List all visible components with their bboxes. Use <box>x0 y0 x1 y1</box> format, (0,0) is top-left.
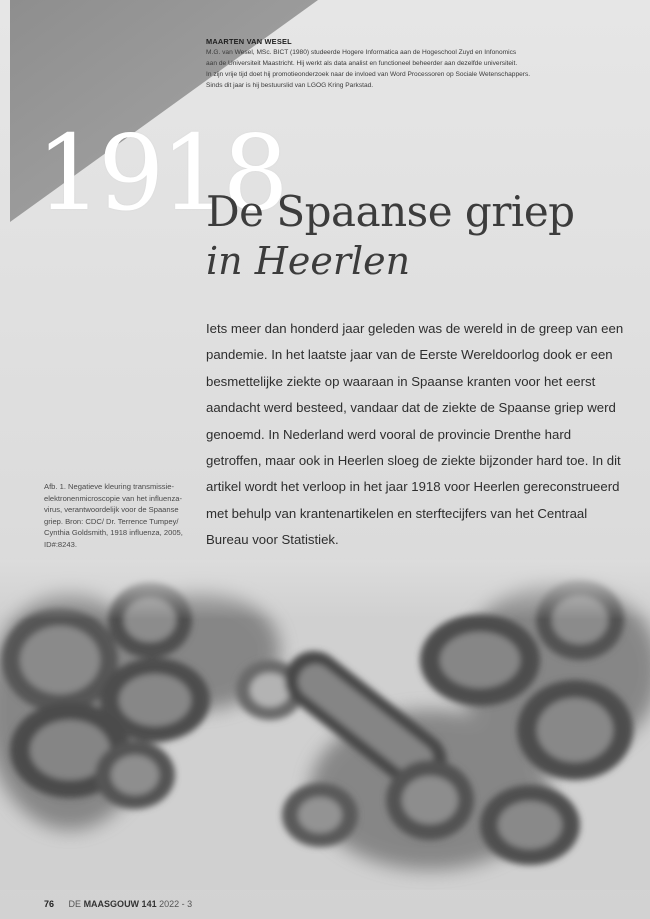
page-number: 76 <box>44 899 55 909</box>
title-line-2: in Heerlen <box>206 239 411 283</box>
author-block <box>206 36 626 91</box>
author-bio-line: Sinds dit jaar is hij bestuurslid van LGOG Kring Parkstad. <box>206 82 374 89</box>
magazine-name: MAASGOUW 141 <box>83 899 157 909</box>
author-name: MAARTEN VAN WESEL <box>206 37 292 46</box>
figure-caption: Afb. 1. Negatieve kleuring transmissie-elektronenmicroscopie van het influenza-virus, verantwoordelijk voor de Spaanse griep. Bron: CDC/ Dr. Terrence Tumpey/ Cynthia Goldsmith, 1918 influenza, 2005, ID#:8243. <box>44 482 183 549</box>
intro-paragraph: Iets meer dan honderd jaar geleden was de wereld in de greep van een pandemie. In het laatste jaar van de Eerste Wereldoorlog dook er een besmettelijke ziekte op waaraan in Spaanse kranten voor het eerst aandacht werd besteed, vandaar dat de ziekte de Spaanse griep werd genoemd. In Nederland werd vooral de provincie Drenthe hard getroffen, maar ook in Heerlen sloeg de ziekte bijzonder hard toe. In dit artikel wordt het verloop in het jaar 1918 voor Heerlen gereconstrueerd met behulp van krantenartikelen en sterftecijfers van het Centraal Bureau voor Statistiek. <box>206 321 624 548</box>
title-line-1: De Spaanse griep <box>206 187 575 236</box>
magazine-issue: 2022 - 3 <box>159 899 193 909</box>
author-bio-line: M.G. van Wesel, MSc. BICT (1980) studeerde Hogere Informatica aan de Hogeschool Zuyd en Infonomics <box>206 49 517 56</box>
author-bio-line: aan de Universiteit Maastricht. Hij werkt als data analist en functioneel beheerder aan dezelfde universiteit. <box>206 60 518 67</box>
page-footer <box>44 899 192 909</box>
article-title <box>206 186 575 284</box>
magazine-prefix: DE <box>68 899 82 909</box>
year-heading: 1918 <box>36 112 285 234</box>
influenza-virus-micrograph <box>0 560 650 890</box>
author-bio-line: In zijn vrije tijd doet hij promotieonderzoek naar de invloed van Word Processoren op Sociale Wetenschappers. <box>206 71 531 78</box>
